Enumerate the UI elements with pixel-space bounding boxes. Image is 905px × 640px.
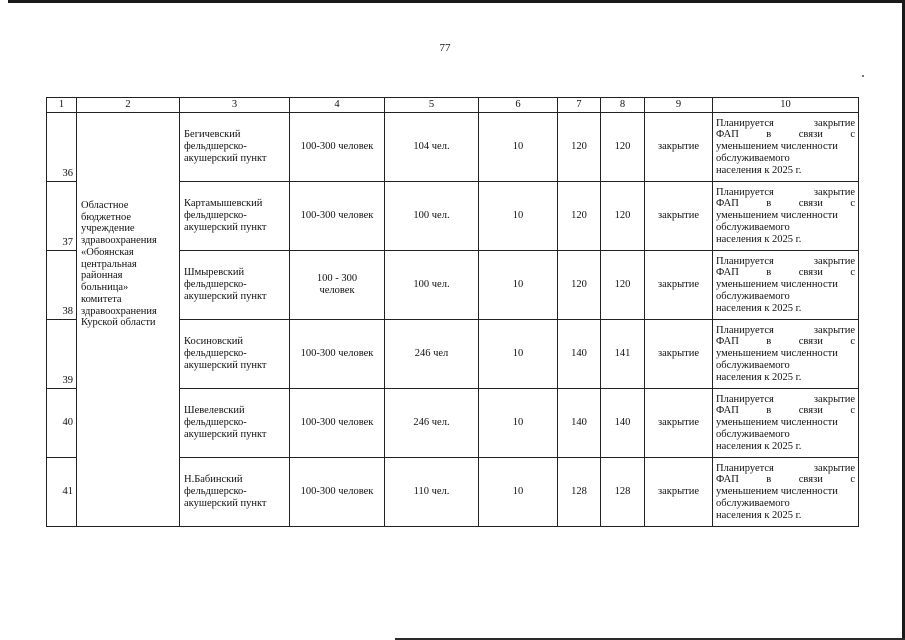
facility-name — [180, 389, 290, 458]
note — [713, 320, 859, 389]
note-line: уменьшением численности — [716, 141, 838, 153]
header-cell: 3 — [180, 98, 290, 113]
action: закрытие — [645, 182, 713, 251]
note-line: Планируется закрытие — [716, 255, 855, 267]
column-8-value: 141 — [601, 320, 645, 389]
organization-line: больница» — [81, 282, 129, 294]
column-6-value: 10 — [479, 182, 558, 251]
facility-name-line: акушерский пункт — [184, 290, 267, 302]
note-line: Планируется закрытие — [716, 324, 855, 336]
page-number: 77 — [439, 42, 451, 54]
note — [713, 251, 859, 320]
action: закрытие — [645, 320, 713, 389]
note-line: обслуживаемого — [716, 290, 790, 302]
note-line: Планируется закрытие — [716, 186, 855, 198]
table-row — [47, 113, 859, 182]
population-range-line: человек — [319, 285, 355, 296]
note-line: ФАП в связи с — [716, 198, 855, 210]
note-line: Планируется закрытие — [716, 462, 855, 474]
population-range — [290, 182, 385, 251]
organization-line: центральная — [81, 258, 137, 270]
population-range — [290, 320, 385, 389]
note-line: ФАП в связи с — [716, 129, 855, 141]
note-line: Планируется закрытие — [716, 393, 855, 405]
note-line: населения к 2025 г. — [716, 302, 802, 314]
column-8-value: 140 — [601, 389, 645, 458]
column-6-value: 10 — [479, 320, 558, 389]
organization-line: бюджетное — [81, 211, 132, 223]
column-8-value: 128 — [601, 458, 645, 527]
column-8-value: 120 — [601, 251, 645, 320]
facility-name-line: фельдшерско- — [184, 141, 247, 153]
organization-cell — [77, 113, 180, 527]
facility-name-line: Шмыревский — [184, 267, 245, 279]
note-line: уменьшением численности — [716, 210, 838, 222]
column-8-value: 120 — [601, 182, 645, 251]
organization-line: учреждение — [81, 223, 135, 235]
column-7-value: 120 — [558, 182, 601, 251]
fap-closure-table — [46, 97, 859, 527]
note-line: уменьшением численности — [716, 348, 838, 360]
population: 246 чел. — [385, 389, 479, 458]
header-cell: 9 — [645, 98, 713, 113]
note-line: ФАП в связи с — [716, 405, 855, 417]
facility-name — [180, 320, 290, 389]
facility-name — [180, 113, 290, 182]
column-6-value: 10 — [479, 251, 558, 320]
population: 246 чел — [385, 320, 479, 389]
header-cell: 2 — [77, 98, 180, 113]
row-number: 41 — [47, 458, 77, 527]
organization-line: Курской области — [81, 317, 156, 329]
organization-line: районная — [81, 270, 123, 282]
action: закрытие — [645, 113, 713, 182]
row-number: 36 — [47, 113, 77, 182]
facility-name-line: акушерский пункт — [184, 497, 267, 509]
facility-name — [180, 251, 290, 320]
note-line: обслуживаемого — [716, 221, 790, 233]
facility-name-line: акушерский пункт — [184, 359, 267, 371]
facility-name-line: акушерский пункт — [184, 221, 267, 233]
population: 100 чел. — [385, 182, 479, 251]
header-cell: 7 — [558, 98, 601, 113]
action: закрытие — [645, 389, 713, 458]
column-7-value: 120 — [558, 251, 601, 320]
scan-edge-top — [8, 0, 905, 3]
column-8-value: 120 — [601, 113, 645, 182]
note — [713, 389, 859, 458]
note-line: ФАП в связи с — [716, 336, 855, 348]
population-range — [290, 458, 385, 527]
organization-line: «Обоянская — [81, 246, 134, 258]
column-7-value: 140 — [558, 320, 601, 389]
population-range-line: 100 - 300 — [316, 273, 358, 285]
row-number: 38 — [47, 251, 77, 320]
organization-line: Областное — [81, 199, 129, 211]
scan-fleck — [862, 75, 864, 77]
population: 104 чел. — [385, 113, 479, 182]
facility-name-line: Косиновский — [184, 336, 244, 348]
facility-name-line: Бегичевский — [184, 129, 241, 141]
header-cell: 5 — [385, 98, 479, 113]
facility-name-line: акушерский пункт — [184, 152, 267, 164]
row-number: 37 — [47, 182, 77, 251]
note-line: ФАП в связи с — [716, 474, 855, 486]
facility-name-line: фельдшерско- — [184, 417, 247, 429]
note — [713, 113, 859, 182]
column-6-value: 10 — [479, 113, 558, 182]
column-7-value: 120 — [558, 113, 601, 182]
note-line: обслуживаемого — [716, 428, 790, 440]
population-range — [290, 113, 385, 182]
note-line: обслуживаемого — [716, 152, 790, 164]
column-6-value: 10 — [479, 389, 558, 458]
note — [713, 458, 859, 527]
population-range-line: 100-300 человек — [300, 141, 374, 153]
note-line: населения к 2025 г. — [716, 440, 802, 452]
population-range-line: 100-300 человек — [300, 348, 374, 360]
facility-name-line: фельдшерско- — [184, 279, 247, 291]
population-range — [290, 389, 385, 458]
facility-name-line: Шевелевский — [184, 405, 245, 417]
note-line: Планируется закрытие — [716, 117, 855, 129]
organization-line: комитета — [81, 293, 122, 305]
header-cell: 1 — [47, 98, 77, 113]
facility-name — [180, 458, 290, 527]
row-number: 40 — [47, 389, 77, 458]
facility-name-line: фельдшерско- — [184, 210, 247, 222]
row-number: 39 — [47, 320, 77, 389]
note-line: населения к 2025 г. — [716, 233, 802, 245]
note-line: населения к 2025 г. — [716, 371, 802, 383]
column-7-value: 140 — [558, 389, 601, 458]
note-line: населения к 2025 г. — [716, 509, 802, 521]
note-line: ФАП в связи с — [716, 267, 855, 279]
facility-name-line: Н.Бабинский — [184, 474, 243, 486]
population: 100 чел. — [385, 251, 479, 320]
action: закрытие — [645, 458, 713, 527]
population-range-line: 100-300 человек — [300, 417, 374, 429]
facility-name-line: фельдшерско- — [184, 486, 247, 498]
population-range — [290, 251, 385, 320]
action: закрытие — [645, 251, 713, 320]
note — [713, 182, 859, 251]
note-line: уменьшением численности — [716, 417, 838, 429]
note-line: обслуживаемого — [716, 359, 790, 371]
header-cell: 4 — [290, 98, 385, 113]
column-number-header-row — [47, 98, 859, 113]
note-line: обслуживаемого — [716, 497, 790, 509]
organization-line: здравоохранения — [81, 305, 157, 317]
population: 110 чел. — [385, 458, 479, 527]
facility-name-line: Картамышевский — [184, 198, 263, 210]
header-cell: 10 — [713, 98, 859, 113]
population-range-line: 100-300 человек — [300, 486, 374, 498]
facility-name-line: акушерский пункт — [184, 428, 267, 440]
header-cell: 8 — [601, 98, 645, 113]
facility-name-line: фельдшерско- — [184, 348, 247, 360]
note-line: уменьшением численности — [716, 279, 838, 291]
column-7-value: 128 — [558, 458, 601, 527]
header-cell: 6 — [479, 98, 558, 113]
column-6-value: 10 — [479, 458, 558, 527]
organization-line: здравоохранения — [81, 235, 157, 247]
population-range-line: 100-300 человек — [300, 210, 374, 222]
note-line: уменьшением численности — [716, 486, 838, 498]
facility-name — [180, 182, 290, 251]
note-line: населения к 2025 г. — [716, 164, 802, 176]
